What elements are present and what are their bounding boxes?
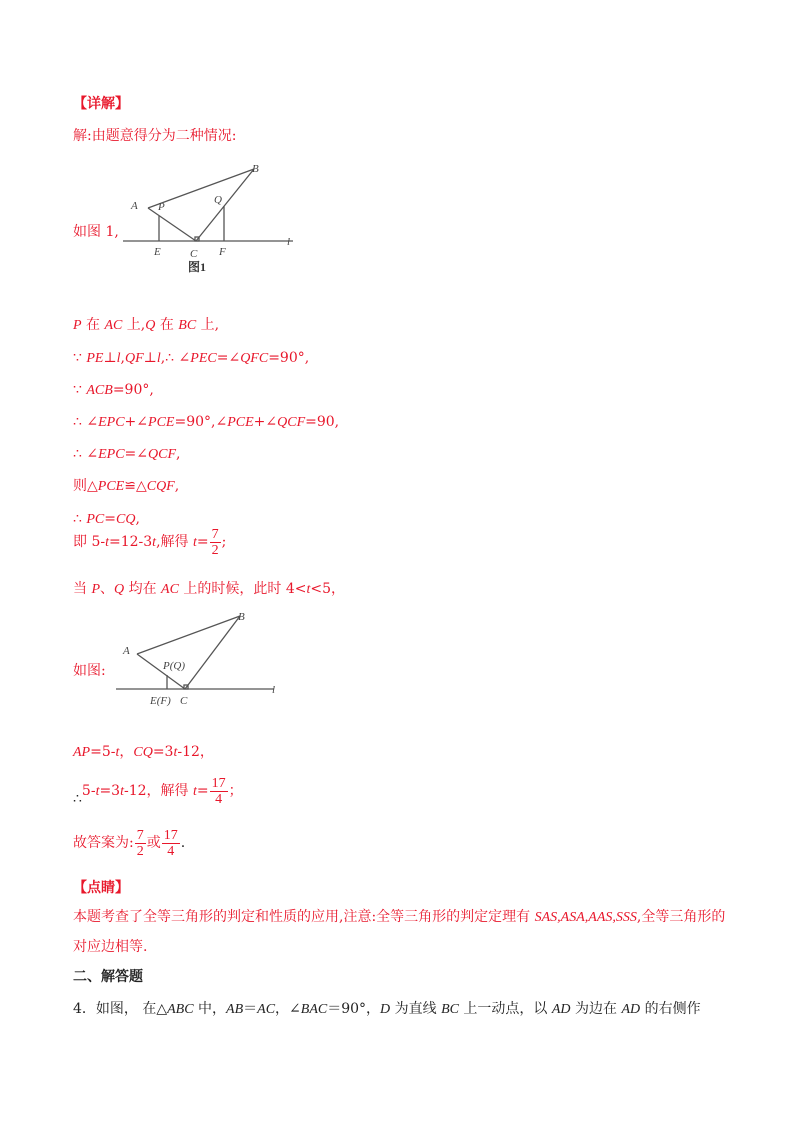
fig2-label-l: l — [272, 684, 276, 696]
fig2-label-a: A — [123, 645, 130, 657]
section-heading-xiangjie: 【详解】 — [73, 96, 129, 112]
case2-line-2: ∴5-t=3t-12，解得 t= $\frac{17}{4}$ ； — [73, 775, 243, 807]
case1-line-8: 即 5-t=12-3t,解得 t= $\frac{7}{2}$ ; — [73, 526, 227, 558]
fraction-17-4: $\frac{17}{4}$ — [211, 775, 226, 807]
figure-2-caption: 如图: — [73, 663, 106, 679]
case1-line-5: ∴ ∠EPC=∠QCF, — [73, 446, 181, 462]
fraction-7-2: $\frac{7}{2}$ — [211, 526, 219, 558]
fig1-label-p: P — [158, 201, 165, 213]
fig1-label-a: A — [131, 200, 138, 212]
fig1-label-b: B — [252, 163, 259, 175]
fig2-label-ef: E(F) — [150, 695, 171, 707]
section-heading-dianjing: 【点睛】 — [73, 880, 129, 896]
fig1-label-e: E — [154, 246, 161, 258]
figure-1-caption: 如图 1, — [73, 224, 119, 240]
case2-intro: 当 P、Q 均在 AC 上的时候，此时 4<t<5， — [73, 581, 346, 597]
section-heading-part2: 二、解答题 — [73, 969, 143, 985]
fig2-label-pq: P(Q) — [163, 660, 185, 672]
figure-1-diagram — [115, 158, 300, 278]
note-line-1: 本题考查了全等三角形的判定和性质的应用,注意:全等三角形的判定定理有 SAS,ASA,AAS,SSS,全等三角形的 — [73, 909, 726, 925]
fig2-label-c: C — [180, 695, 188, 707]
case1-line-2: ∵ PE⊥l,QF⊥l,∴ ∠PEC=∠QFC=90°, — [73, 350, 310, 366]
fig1-title: 图1 — [188, 260, 207, 274]
fig1-label-f: F — [219, 246, 226, 258]
fig1-label-q: Q — [214, 194, 222, 206]
case1-line-6: 则△PCE≌△CQF, — [73, 478, 180, 494]
case1-line-3: ∵ ACB=90°, — [73, 382, 154, 398]
answer-fraction-17-4: $\frac{17}{4}$ — [163, 827, 178, 859]
fig1-label-l: l — [287, 236, 291, 248]
fig1-label-c: C — [190, 248, 198, 260]
answer-line: 故答案为: $\frac{7}{2}$ 或 $\frac{17}{4}$ . — [73, 827, 186, 859]
intro-line: 解:由题意得分为二种情况: — [73, 128, 237, 144]
question-4-line: 4．如图， 在△ABC 中，AB＝AC，∠BAC＝90°，D 为直线 BC 上一动点，以 AD 为边在 AD 的右侧作 — [73, 1001, 701, 1017]
figure-2-diagram — [112, 608, 287, 716]
answer-fraction-7-2: $\frac{7}{2}$ — [136, 827, 144, 859]
case1-line-4: ∴ ∠EPC+∠PCE=90°,∠PCE+∠QCF=90, — [73, 414, 340, 430]
case1-line-7: ∴ PC=CQ, — [73, 511, 140, 527]
case2-line-1: AP=5-t，CQ=3t-12， — [73, 744, 214, 760]
case1-line-1: P 在 AC 上,Q 在 BC 上, — [73, 317, 220, 333]
note-line-2: 对应边相等. — [73, 939, 148, 955]
fig2-label-b: B — [238, 611, 245, 623]
